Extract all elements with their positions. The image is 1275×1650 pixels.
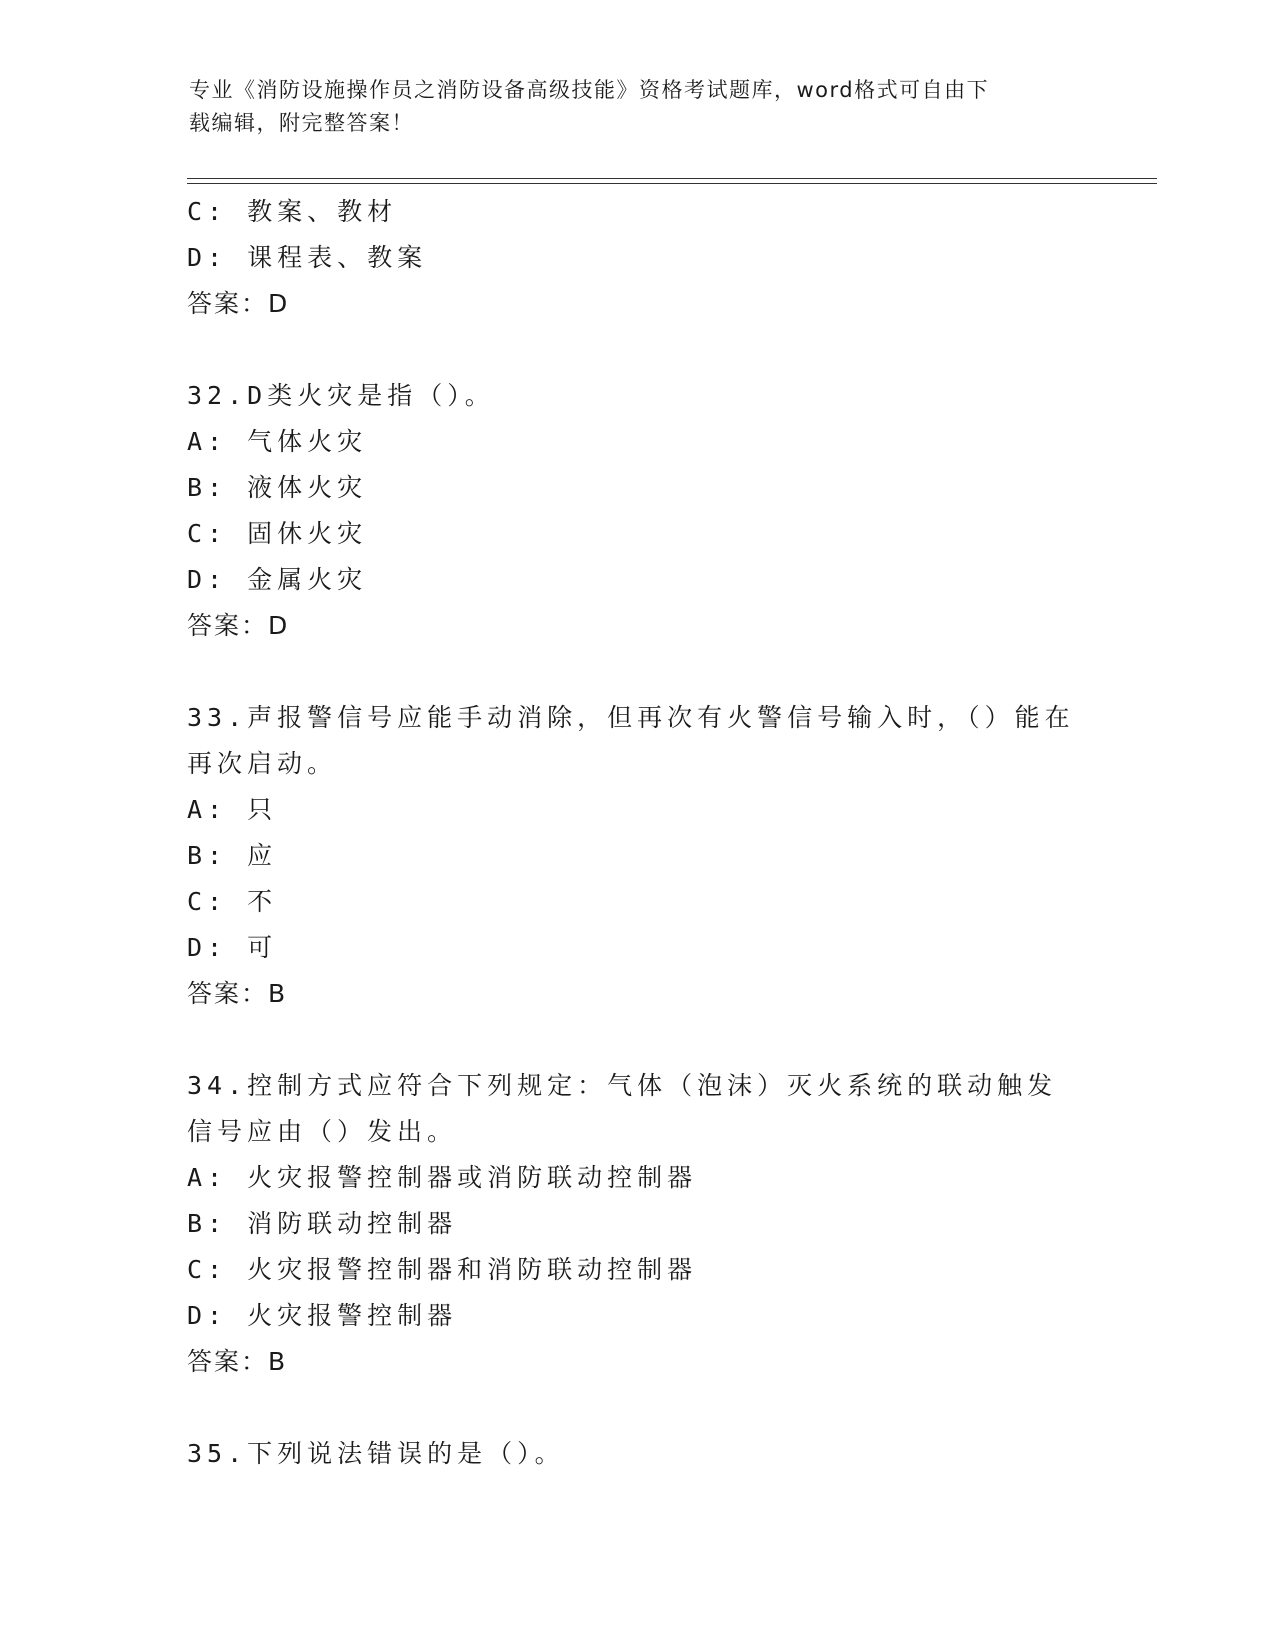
option-d: D: 火灾报警控制器	[187, 1301, 458, 1330]
header-divider-bottom	[187, 183, 1157, 184]
option-d: D: 课程表、教案	[187, 243, 428, 272]
spacer	[187, 1385, 1087, 1431]
question-stem: 34.控制方式应符合下列规定：气体（泡沫）灭火系统的联动触发信号应由（）发出。	[187, 1071, 1058, 1146]
header-divider-top	[187, 178, 1157, 179]
question-34	[187, 1063, 1087, 1385]
answer-line: 答案：D	[187, 289, 290, 318]
question-33	[187, 695, 1087, 1017]
answer-line: 答案：B	[187, 979, 288, 1008]
option-c: C: 教案、教材	[187, 197, 398, 226]
option-b: B: 消防联动控制器	[187, 1209, 458, 1238]
answer-line: 答案：B	[187, 1347, 288, 1376]
option-a: A: 气体火灾	[187, 427, 368, 456]
option-b: B: 应	[187, 841, 278, 870]
previous-question-tail	[187, 189, 1087, 327]
option-a: A: 只	[187, 795, 278, 824]
answer-line: 答案：D	[187, 611, 290, 640]
question-35	[187, 1431, 1087, 1477]
document-header	[189, 74, 1089, 140]
option-c: C: 固休火灾	[187, 519, 368, 548]
spacer	[187, 649, 1087, 695]
question-stem: 35.下列说法错误的是（）。	[187, 1439, 565, 1468]
question-stem: 32.D类火灾是指（）。	[187, 381, 495, 410]
spacer	[187, 327, 1087, 373]
header-line-1: 专业《消防设施操作员之消防设备高级技能》资格考试题库，word格式可自由下	[189, 78, 990, 102]
option-d: D: 可	[187, 933, 278, 962]
option-c: C: 火灾报警控制器和消防联动控制器	[187, 1255, 698, 1284]
spacer	[187, 1017, 1087, 1063]
option-d: D: 金属火灾	[187, 565, 368, 594]
option-a: A: 火灾报警控制器或消防联动控制器	[187, 1163, 698, 1192]
question-stem: 33.声报警信号应能手动消除，但再次有火警信号输入时，（）能在再次启动。	[187, 703, 1075, 778]
option-b: B: 液体火灾	[187, 473, 368, 502]
option-c: C: 不	[187, 887, 278, 916]
header-line-2: 载编辑，附完整答案！	[189, 111, 414, 135]
question-32	[187, 373, 1087, 649]
question-list	[187, 189, 1087, 1477]
